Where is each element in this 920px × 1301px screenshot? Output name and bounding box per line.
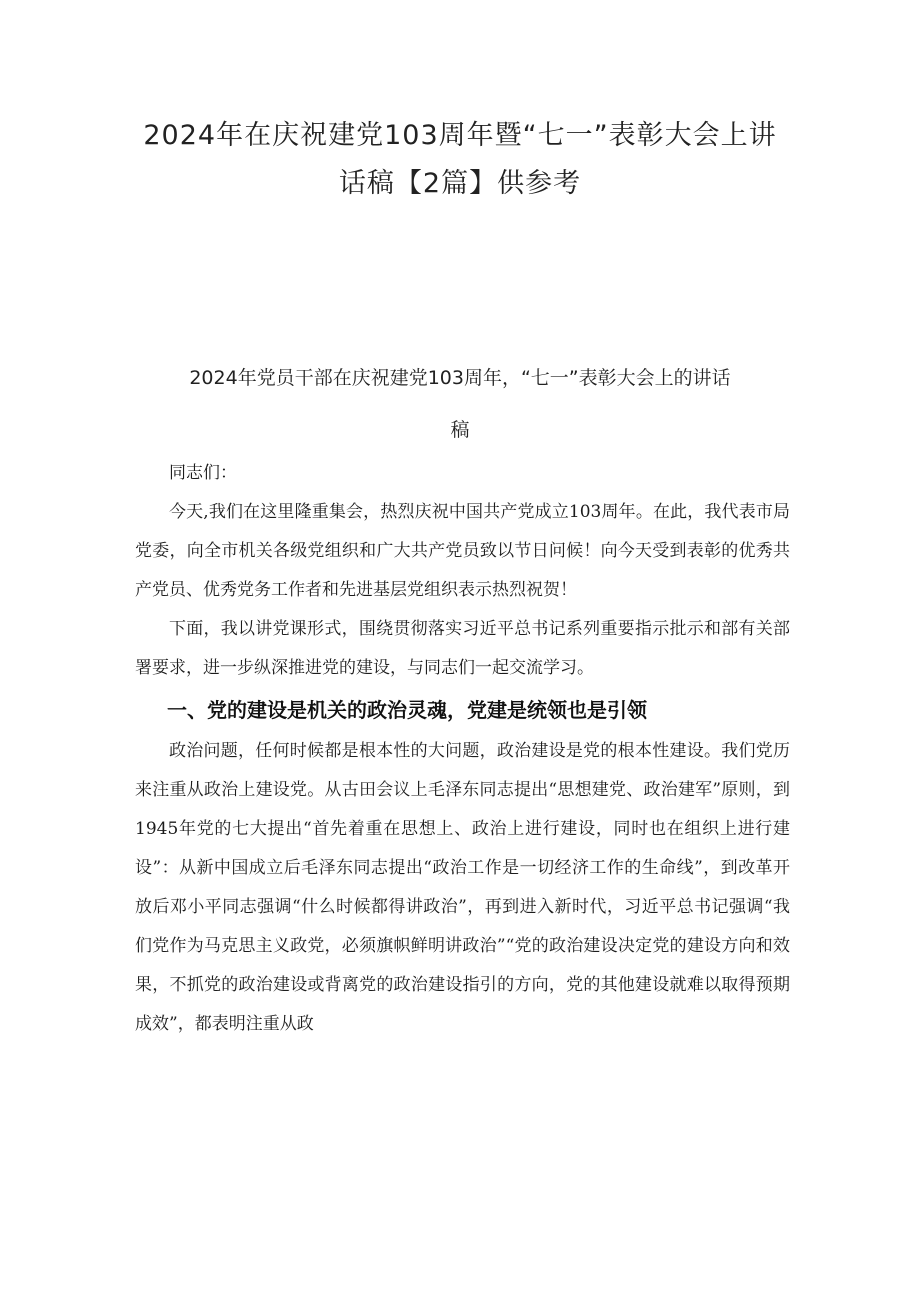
speech-title-line-1: 2024年党员干部在庆祝建党103周年，“七一”表彰大会上的讲话 [189,367,731,389]
document-title [130,112,790,208]
paragraph-opening: 今天,我们在这里隆重集会，热烈庆祝中国共产党成立103周年。在此，我代表市局党委，向全市机关各级党组织和广大共产党员致以节日问候！向今天受到表彰的优秀共产党员、优秀党务工作者和先进基层党组织表示热烈祝贺！ [135,502,790,600]
document-body [135,454,790,1044]
section-heading-1: 一、党的建设是机关的政治灵魂，党建是统领也是引领 [167,698,647,722]
document-title-line-2: 话稿【2篇】供参考 [338,168,582,199]
salutation: 同志们： [169,463,237,483]
speech-title [130,352,790,456]
speech-title-line-2: 稿 [450,419,470,441]
document-title-line-1: 2024年在庆祝建党103周年暨“七一”表彰大会上讲 [143,120,777,151]
section-1-paragraph: 政治问题，任何时候都是根本性的大问题，政治建设是党的根本性建设。我们党历来注重从政治上建设党。从古田会议上毛泽东同志提出“思想建党、政治建军”原则，到1945年党的七大提出“首先着重在思想上、政治上进行建设，同时也在组织上进行建设”：从新中国成立后毛泽东同志提出“政治工作是一切经济工作的生命线”，到改革开放后邓小平同志强调“什么时候都得讲政治”，再到进入新时代，习近平总书记强调“我们党作为马克思主义政党，必须旗帜鲜明讲政治”“党的政治建设决定党的建设方向和效果，不抓党的政治建设或背离党的政治建设指引的方向，党的其他建设就难以取得预期成效”，都表明注重从政 [135,741,790,1034]
paragraph-introduction: 下面，我以讲党课形式，围绕贯彻落实习近平总书记系列重要指示批示和部有关部署要求，进一步纵深推进党的建设，与同志们一起交流学习。 [135,619,790,678]
